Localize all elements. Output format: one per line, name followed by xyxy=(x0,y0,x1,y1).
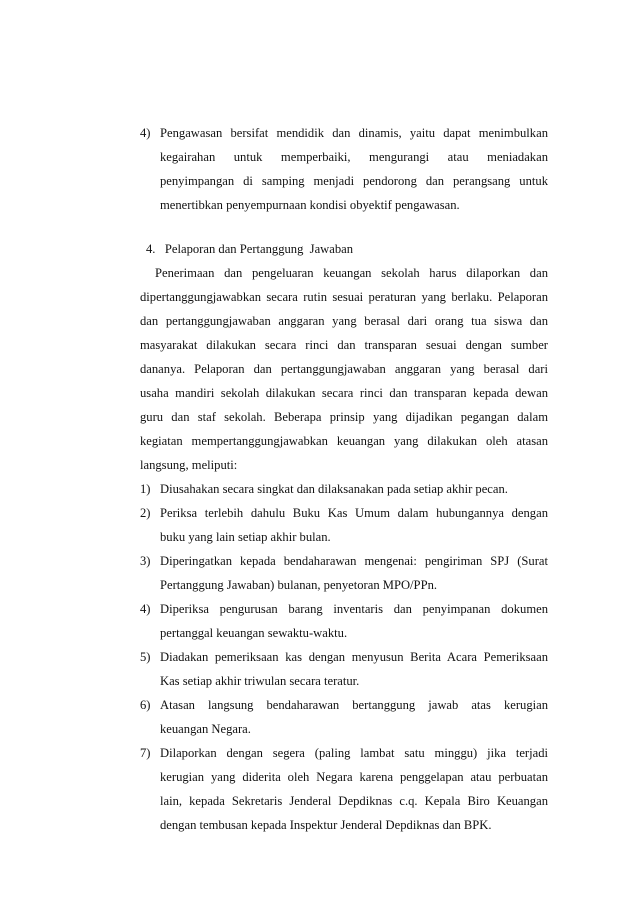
list-number: 4) xyxy=(140,126,151,140)
list-item-line: Pertanggung Jawaban) bulanan, penyetoran MPO/PPn. xyxy=(160,578,438,592)
paragraph-line: dananya. Pelaporan dan pertanggungjawaban anggaran yang berasal dari xyxy=(140,362,548,376)
text-line: penyimpangan di samping menjadi pendorong dan perangsang untuk xyxy=(160,174,548,188)
paragraph-line: kegiatan mempertanggungjawabkan keuangan yang dilakukan oleh atasan xyxy=(140,434,548,448)
paragraph-line: usaha mandiri sekolah dilakukan secara rinci dan transparan kepada dewan xyxy=(140,386,548,400)
list-item-line: buku yang lain setiap akhir bulan. xyxy=(160,530,331,544)
list-item-line: pertanggal keuangan sewaktu-waktu. xyxy=(160,626,348,640)
list-item-line: Periksa terlebih dahulu Buku Kas Umum dalam hubungannya dengan xyxy=(160,506,548,520)
paragraph-line: langsung, meliputi: xyxy=(140,458,238,472)
paragraph-line: masyarakat dilakukan secara rinci dan transparan sesuai dengan sumber xyxy=(140,338,548,352)
list-item-line: keuangan Negara. xyxy=(160,722,251,736)
paragraph-line: dan pertanggungjawaban anggaran yang berasal dari orang tua siswa dan xyxy=(140,314,548,328)
list-number: 3) xyxy=(140,554,151,568)
list-item-line: dengan tembusan kepada Inspektur Jenderal Depdiknas dan BPK. xyxy=(160,818,492,832)
text-line: kegairahan untuk memperbaiki, mengurangi atau meniadakan xyxy=(160,150,548,164)
text-line: Pengawasan bersifat mendidik dan dinamis, yaitu dapat menimbulkan xyxy=(160,126,548,140)
list-number: 6) xyxy=(140,698,151,712)
paragraph-line: guru dan staf sekolah. Beberapa prinsip yang dijadikan pegangan dalam xyxy=(140,410,548,424)
list-item-line: Diperiksa pengurusan barang inventaris dan penyimpanan dokumen xyxy=(160,602,548,616)
list-item-line: Diusahakan secara singkat dan dilaksanakan pada setiap akhir pecan. xyxy=(160,482,508,496)
paragraph-line: Penerimaan dan pengeluaran keuangan sekolah harus dilaporkan dan xyxy=(155,266,548,280)
list-number: 7) xyxy=(140,746,151,760)
list-number: 5) xyxy=(140,650,151,664)
list-item-line: Atasan langsung bendaharawan bertanggung jawab atas kerugian xyxy=(160,698,548,712)
list-number: 4) xyxy=(140,602,151,616)
list-item-line: Diadakan pemeriksaan kas dengan menyusun Berita Acara Pemeriksaan xyxy=(160,650,548,664)
list-item-line: Kas setiap akhir triwulan secara teratur. xyxy=(160,674,360,688)
paragraph-line: dipertanggungjawabkan secara rutin sesuai peraturan yang berlaku. Pelaporan xyxy=(140,290,548,304)
list-number: 2) xyxy=(140,506,151,520)
list-item-line: Dilaporkan dengan segera (paling lambat satu minggu) jika terjadi xyxy=(160,746,548,760)
text-line: menertibkan penyempurnaan kondisi obyektif pengawasan. xyxy=(160,198,460,212)
list-item-line: kerugian yang diderita oleh Negara karena penggelapan atau perbuatan xyxy=(160,770,548,784)
list-item-line: lain, kepada Sekretaris Jenderal Depdiknas c.q. Kepala Biro Keuangan xyxy=(160,794,548,808)
section-heading: 4. Pelaporan dan Pertanggung Jawaban xyxy=(146,242,354,256)
list-number: 1) xyxy=(140,482,151,496)
list-item-line: Diperingatkan kepada bendaharawan mengenai: pengiriman SPJ (Surat xyxy=(160,554,548,568)
